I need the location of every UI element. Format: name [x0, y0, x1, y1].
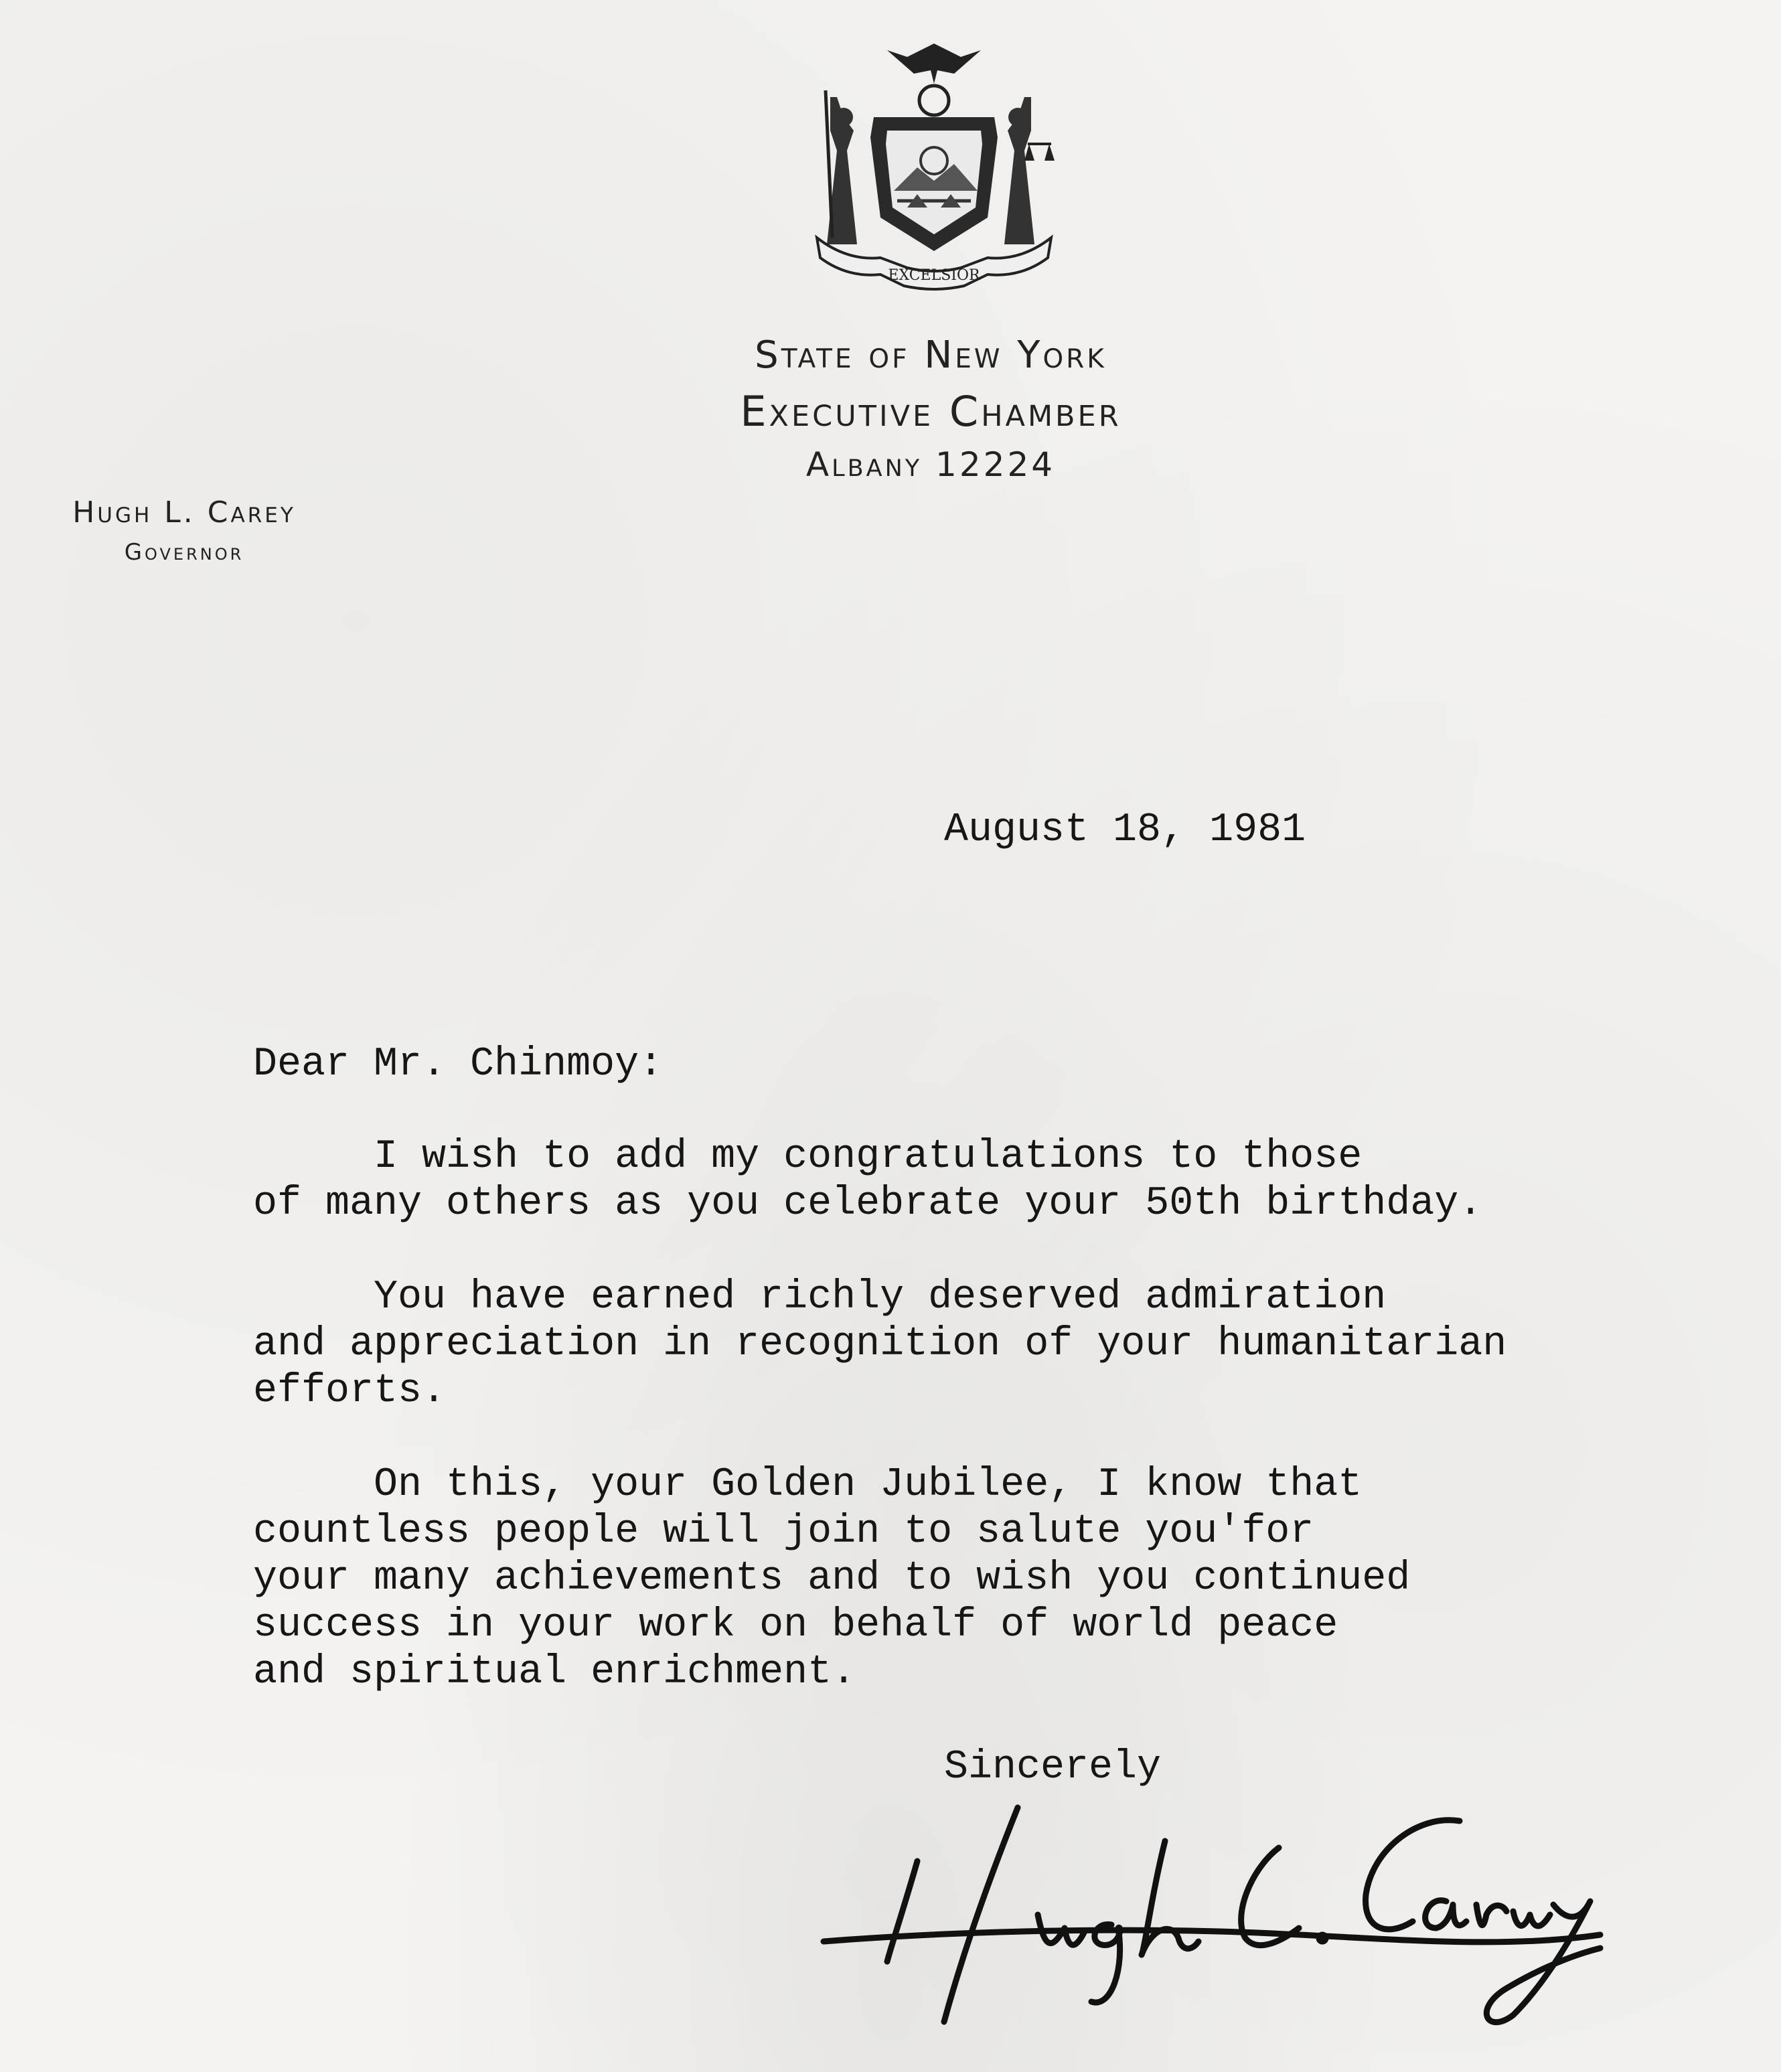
letter-salutation: Dear Mr. Chinmoy: — [253, 1042, 664, 1087]
letter-paragraph: I wish to add my congratulations to those of many others as you celebrate your 50th birthday. — [253, 1134, 1483, 1226]
seal-motto: EXCELSIOR — [888, 267, 980, 284]
letterhead-office: Executive Chamber — [740, 387, 1121, 436]
letterhead-city: Albany 12224 — [805, 445, 1056, 484]
signature-icon — [817, 1794, 1607, 2042]
letter-paragraph: On this, your Golden Jubilee, I know that countless people will join to salute you'for your many achievements and to wish you continued success in your work on behalf of world peace and spiritual enrichment. — [253, 1462, 1411, 1695]
letter-date: August 18, 1981 — [944, 807, 1306, 853]
letter-closing: Sincerely — [944, 1745, 1162, 1790]
letterhead-state: State of New York — [755, 333, 1107, 377]
sender-title: Governor — [124, 539, 244, 566]
new-york-state-seal-icon — [807, 37, 1061, 291]
letter-paragraph: You have earned richly deserved admiration and appreciation in recognition of your humanitarian efforts. — [253, 1275, 1507, 1414]
sender-name: Hugh L. Carey — [72, 495, 296, 530]
